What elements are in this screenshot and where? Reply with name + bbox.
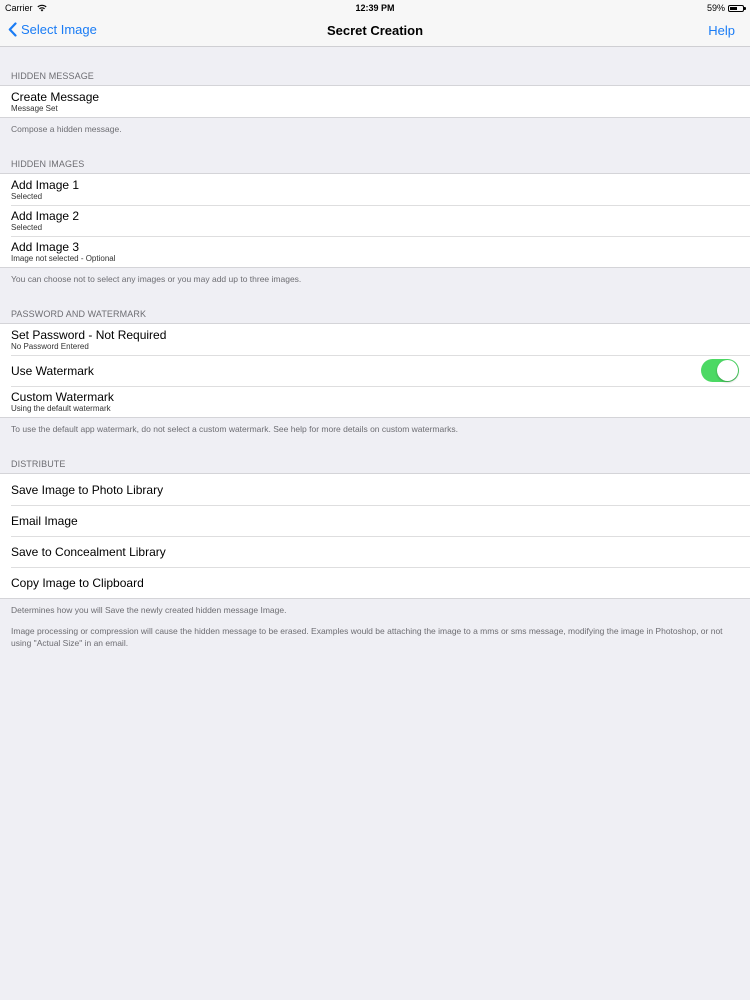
copy-to-clipboard-cell[interactable] [0, 567, 750, 598]
battery-icon [728, 5, 744, 12]
save-to-concealment-library-cell[interactable] [0, 536, 750, 567]
footer-text: Image processing or compression will cause the hidden message to be erased. Examples would be attaching the image to a mms or sms message, modifying the image in Photoshop, or not using "Actual Size" in an email. [11, 626, 723, 648]
status-time: 12:39 PM [355, 3, 395, 13]
help-button[interactable]: Help [708, 23, 735, 38]
section-footer-password-watermark [0, 418, 750, 435]
section-footer-distribute [0, 599, 750, 649]
cell-subtitle: Selected [11, 223, 43, 232]
back-button-label: Select Image [21, 22, 97, 37]
page-title: Secret Creation [326, 23, 424, 38]
footer-text: To use the default app watermark, do not select a custom watermark. See help for more details on custom watermarks. [11, 424, 458, 434]
group-password-watermark [0, 323, 750, 418]
cell-subtitle: Using the default watermark [11, 404, 111, 413]
group-hidden-message [0, 85, 750, 118]
add-image-3-cell[interactable] [0, 236, 750, 267]
cell-subtitle: Image not selected - Optional [11, 254, 116, 263]
cell-title: Save Image to Photo Library [11, 482, 164, 497]
cell-title: Create Message [11, 90, 100, 104]
cell-title: Add Image 2 [11, 209, 80, 223]
footer-text: Determines how you will Save the newly created hidden message Image. [11, 605, 287, 615]
add-image-1-cell[interactable] [0, 174, 750, 205]
set-password-cell[interactable] [0, 324, 750, 355]
footer-text: Compose a hidden message. [11, 124, 122, 134]
use-watermark-cell [0, 355, 750, 386]
cell-title: Use Watermark [11, 363, 94, 378]
status-right [707, 3, 744, 13]
status-bar [0, 0, 750, 16]
email-image-cell[interactable] [0, 505, 750, 536]
cell-subtitle: No Password Entered [11, 342, 89, 351]
section-header-hidden-images: HIDDEN IMAGES [11, 159, 85, 169]
cell-title: Email Image [11, 513, 78, 528]
group-hidden-images [0, 173, 750, 268]
footer-text: You can choose not to select any images or you may add up to three images. [11, 274, 302, 284]
cell-title: Add Image 1 [11, 178, 80, 192]
navigation-bar [0, 16, 750, 47]
settings-table [0, 47, 750, 658]
battery-fill [730, 7, 737, 10]
save-to-photo-library-cell[interactable] [0, 474, 750, 505]
cell-title: Custom Watermark [11, 390, 114, 404]
cell-subtitle: Message Set [11, 104, 58, 113]
group-distribute [0, 473, 750, 599]
use-watermark-toggle[interactable] [701, 359, 739, 382]
cell-title: Add Image 3 [11, 240, 80, 254]
cell-title: Save to Concealment Library [11, 544, 166, 559]
section-footer-hidden-images [0, 268, 750, 285]
add-image-2-cell[interactable] [0, 205, 750, 236]
custom-watermark-cell[interactable] [0, 386, 750, 417]
cell-title: Set Password - Not Required [11, 328, 167, 342]
cell-subtitle: Selected [11, 192, 43, 201]
cell-title: Copy Image to Clipboard [11, 575, 144, 590]
section-header-password-watermark: PASSWORD AND WATERMARK [11, 309, 147, 319]
carrier-label: Carrier [5, 3, 33, 13]
battery-percent: 59% [706, 3, 725, 13]
section-header-distribute: DISTRIBUTE [11, 459, 66, 469]
create-message-cell[interactable] [0, 86, 750, 117]
toggle-knob [717, 360, 738, 381]
section-footer-hidden-message [0, 118, 750, 135]
section-header-hidden-message: HIDDEN MESSAGE [11, 71, 94, 81]
